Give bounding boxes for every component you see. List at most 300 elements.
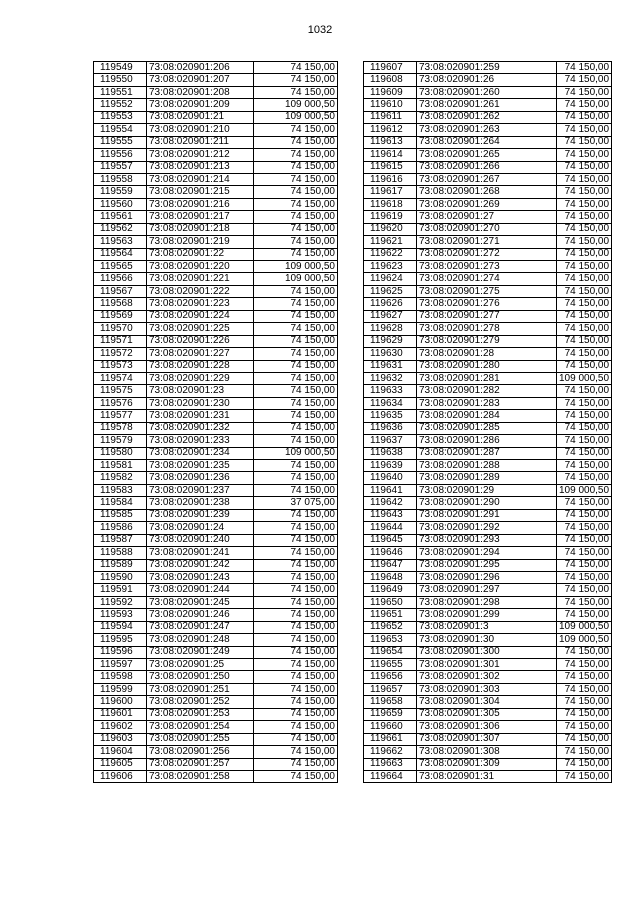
cadastral-value: 74 150,00 [557, 310, 612, 322]
cadastral-value: 74 150,00 [254, 248, 338, 260]
cadastral-value: 74 150,00 [254, 435, 338, 447]
cadastral-value: 74 150,00 [557, 596, 612, 608]
cadastral-number: 73:08:020901:282 [417, 385, 557, 397]
cadastral-number: 73:08:020901:213 [147, 161, 254, 173]
row-number: 119663 [364, 758, 417, 770]
cadastral-value: 74 150,00 [254, 236, 338, 248]
cadastral-number: 73:08:020901:241 [147, 547, 254, 559]
cadastral-value: 74 150,00 [557, 410, 612, 422]
cadastral-value: 74 150,00 [254, 86, 338, 98]
table-row [364, 596, 612, 608]
row-number: 119657 [364, 683, 417, 695]
cadastral-number: 73:08:020901:224 [147, 310, 254, 322]
cadastral-value: 74 150,00 [557, 348, 612, 360]
cadastral-value: 74 150,00 [254, 609, 338, 621]
cadastral-value: 74 150,00 [557, 646, 612, 658]
cadastral-value: 74 150,00 [254, 124, 338, 136]
cadastral-number: 73:08:020901:28 [417, 348, 557, 360]
cadastral-value: 74 150,00 [557, 124, 612, 136]
cadastral-value: 74 150,00 [254, 211, 338, 223]
cadastral-number: 73:08:020901:247 [147, 621, 254, 633]
row-number: 119565 [94, 261, 147, 273]
table-row [94, 372, 338, 384]
cadastral-value: 74 150,00 [557, 435, 612, 447]
cadastral-number: 73:08:020901:274 [417, 273, 557, 285]
cadastral-number: 73:08:020901:216 [147, 198, 254, 210]
table-row [364, 447, 612, 459]
cadastral-number: 73:08:020901:217 [147, 211, 254, 223]
cadastral-value: 74 150,00 [557, 708, 612, 720]
table-row [94, 74, 338, 86]
table-row [94, 571, 338, 583]
table-row [364, 472, 612, 484]
row-number: 119634 [364, 397, 417, 409]
row-number: 119644 [364, 522, 417, 534]
row-number: 119602 [94, 721, 147, 733]
cadastral-value: 74 150,00 [557, 534, 612, 546]
cadastral-value: 74 150,00 [557, 746, 612, 758]
cadastral-value: 74 150,00 [557, 86, 612, 98]
cadastral-number: 73:08:020901:27 [417, 211, 557, 223]
cadastral-value: 74 150,00 [254, 584, 338, 596]
row-number: 119648 [364, 571, 417, 583]
cadastral-number: 73:08:020901:270 [417, 223, 557, 235]
cadastral-number: 73:08:020901:244 [147, 584, 254, 596]
cadastral-number: 73:08:020901:301 [417, 659, 557, 671]
table-row [94, 534, 338, 546]
cadastral-value: 74 150,00 [254, 198, 338, 210]
cadastral-number: 73:08:020901:307 [417, 733, 557, 745]
cadastral-value: 109 000,50 [557, 634, 612, 646]
row-number: 119626 [364, 298, 417, 310]
cadastral-value: 74 150,00 [557, 211, 612, 223]
cadastral-value: 74 150,00 [557, 273, 612, 285]
cadastral-value: 74 150,00 [557, 161, 612, 173]
cadastral-number: 73:08:020901:229 [147, 372, 254, 384]
cadastral-number: 73:08:020901:26 [417, 74, 557, 86]
cadastral-number: 73:08:020901:306 [417, 721, 557, 733]
cadastral-number: 73:08:020901:300 [417, 646, 557, 658]
cadastral-number: 73:08:020901:289 [417, 472, 557, 484]
cadastral-number: 73:08:020901:284 [417, 410, 557, 422]
row-number: 119646 [364, 547, 417, 559]
row-number: 119554 [94, 124, 147, 136]
cadastral-number: 73:08:020901:21 [147, 111, 254, 123]
cadastral-value: 74 150,00 [254, 758, 338, 770]
table-row [364, 621, 612, 633]
cadastral-number: 73:08:020901:29 [417, 484, 557, 496]
table-row [94, 696, 338, 708]
table-row [364, 236, 612, 248]
table-row [94, 285, 338, 297]
table-row [94, 310, 338, 322]
row-number: 119627 [364, 310, 417, 322]
cadastral-value: 74 150,00 [254, 372, 338, 384]
table-row [364, 534, 612, 546]
row-number: 119556 [94, 149, 147, 161]
table-row [94, 435, 338, 447]
table-row [94, 149, 338, 161]
cadastral-value: 74 150,00 [557, 671, 612, 683]
row-number: 119576 [94, 397, 147, 409]
cadastral-number: 73:08:020901:256 [147, 746, 254, 758]
row-number: 119597 [94, 659, 147, 671]
table-row [364, 136, 612, 148]
cadastral-value: 74 150,00 [557, 173, 612, 185]
row-number: 119649 [364, 584, 417, 596]
cadastral-number: 73:08:020901:233 [147, 435, 254, 447]
row-number: 119552 [94, 99, 147, 111]
table-row [94, 621, 338, 633]
table-row [94, 422, 338, 434]
cadastral-number: 73:08:020901:251 [147, 683, 254, 695]
cadastral-number: 73:08:020901:248 [147, 634, 254, 646]
cadastral-value: 74 150,00 [254, 671, 338, 683]
table-row [94, 708, 338, 720]
cadastral-value: 74 150,00 [254, 683, 338, 695]
row-number: 119659 [364, 708, 417, 720]
row-number: 119587 [94, 534, 147, 546]
row-number: 119571 [94, 335, 147, 347]
row-number: 119577 [94, 410, 147, 422]
row-number: 119555 [94, 136, 147, 148]
cadastral-value: 74 150,00 [557, 285, 612, 297]
cadastral-value: 74 150,00 [254, 310, 338, 322]
cadastral-number: 73:08:020901:3 [417, 621, 557, 633]
table-row [94, 186, 338, 198]
table-row [94, 86, 338, 98]
cadastral-number: 73:08:020901:30 [417, 634, 557, 646]
row-number: 119610 [364, 99, 417, 111]
row-number: 119655 [364, 659, 417, 671]
row-number: 119630 [364, 348, 417, 360]
cadastral-number: 73:08:020901:259 [417, 62, 557, 74]
table-row [94, 211, 338, 223]
table-row [94, 460, 338, 472]
row-number: 119629 [364, 335, 417, 347]
cadastral-value: 74 150,00 [254, 173, 338, 185]
cadastral-number: 73:08:020901:237 [147, 484, 254, 496]
row-number: 119628 [364, 323, 417, 335]
row-number: 119593 [94, 609, 147, 621]
cadastral-number: 73:08:020901:240 [147, 534, 254, 546]
row-number: 119575 [94, 385, 147, 397]
row-number: 119661 [364, 733, 417, 745]
table-row [364, 758, 612, 770]
cadastral-number: 73:08:020901:234 [147, 447, 254, 459]
cadastral-number: 73:08:020901:220 [147, 261, 254, 273]
cadastral-number: 73:08:020901:266 [417, 161, 557, 173]
row-number: 119578 [94, 422, 147, 434]
cadastral-number: 73:08:020901:219 [147, 236, 254, 248]
cadastral-number: 73:08:020901:24 [147, 522, 254, 534]
table-row [364, 497, 612, 509]
cadastral-number: 73:08:020901:231 [147, 410, 254, 422]
row-number: 119615 [364, 161, 417, 173]
row-number: 119621 [364, 236, 417, 248]
cadastral-number: 73:08:020901:207 [147, 74, 254, 86]
table-row [94, 323, 338, 335]
cadastral-value: 109 000,50 [557, 621, 612, 633]
cadastral-value: 74 150,00 [254, 484, 338, 496]
table-row [94, 335, 338, 347]
row-number: 119611 [364, 111, 417, 123]
row-number: 119605 [94, 758, 147, 770]
table-row [364, 634, 612, 646]
cadastral-value: 74 150,00 [254, 161, 338, 173]
table-row [364, 348, 612, 360]
table-row [364, 372, 612, 384]
cadastral-value: 74 150,00 [254, 149, 338, 161]
row-number: 119650 [364, 596, 417, 608]
row-number: 119639 [364, 460, 417, 472]
table-row [94, 484, 338, 496]
cadastral-number: 73:08:020901:295 [417, 559, 557, 571]
table-row [364, 111, 612, 123]
row-number: 119625 [364, 285, 417, 297]
table-row [94, 758, 338, 770]
cadastral-number: 73:08:020901:228 [147, 360, 254, 372]
table-row [364, 410, 612, 422]
row-number: 119589 [94, 559, 147, 571]
cadastral-number: 73:08:020901:243 [147, 571, 254, 583]
cadastral-value: 74 150,00 [557, 74, 612, 86]
row-number: 119652 [364, 621, 417, 633]
row-number: 119553 [94, 111, 147, 123]
row-number: 119636 [364, 422, 417, 434]
cadastral-value: 74 150,00 [254, 136, 338, 148]
cadastral-value: 74 150,00 [557, 497, 612, 509]
table-row [94, 671, 338, 683]
table-row [94, 447, 338, 459]
cadastral-number: 73:08:020901:257 [147, 758, 254, 770]
table-row [94, 348, 338, 360]
cadastral-value: 74 150,00 [557, 236, 612, 248]
table-row [364, 435, 612, 447]
cadastral-value: 74 150,00 [254, 559, 338, 571]
cadastral-value: 109 000,50 [254, 99, 338, 111]
cadastral-value: 74 150,00 [254, 472, 338, 484]
table-row [94, 596, 338, 608]
table-row [94, 609, 338, 621]
cadastral-number: 73:08:020901:286 [417, 435, 557, 447]
cadastral-value: 74 150,00 [557, 770, 612, 782]
cadastral-number: 73:08:020901:304 [417, 696, 557, 708]
table-row [94, 99, 338, 111]
table-row [94, 683, 338, 695]
table-row [364, 547, 612, 559]
row-number: 119601 [94, 708, 147, 720]
cadastral-value: 74 150,00 [254, 335, 338, 347]
cadastral-number: 73:08:020901:309 [417, 758, 557, 770]
row-number: 119619 [364, 211, 417, 223]
cadastral-value: 74 150,00 [254, 74, 338, 86]
cadastral-value: 74 150,00 [557, 422, 612, 434]
cadastral-value: 109 000,50 [557, 484, 612, 496]
cadastral-value: 74 150,00 [254, 422, 338, 434]
row-number: 119660 [364, 721, 417, 733]
cadastral-number: 73:08:020901:271 [417, 236, 557, 248]
cadastral-number: 73:08:020901:305 [417, 708, 557, 720]
cadastral-number: 73:08:020901:294 [417, 547, 557, 559]
cadastral-number: 73:08:020901:291 [417, 509, 557, 521]
row-number: 119590 [94, 571, 147, 583]
table-row [364, 397, 612, 409]
cadastral-number: 73:08:020901:302 [417, 671, 557, 683]
cadastral-value: 74 150,00 [557, 323, 612, 335]
row-number: 119595 [94, 634, 147, 646]
cadastral-number: 73:08:020901:249 [147, 646, 254, 658]
cadastral-value: 109 000,50 [557, 372, 612, 384]
table-row [94, 111, 338, 123]
cadastral-value: 74 150,00 [557, 522, 612, 534]
cadastral-number: 73:08:020901:283 [417, 397, 557, 409]
row-number: 119572 [94, 348, 147, 360]
row-number: 119647 [364, 559, 417, 571]
table-row [364, 273, 612, 285]
cadastral-number: 73:08:020901:222 [147, 285, 254, 297]
row-number: 119596 [94, 646, 147, 658]
row-number: 119557 [94, 161, 147, 173]
table-row [94, 634, 338, 646]
row-number: 119568 [94, 298, 147, 310]
row-number: 119560 [94, 198, 147, 210]
row-number: 119613 [364, 136, 417, 148]
table-row [364, 261, 612, 273]
cadastral-value: 109 000,50 [254, 261, 338, 273]
cadastral-number: 73:08:020901:273 [417, 261, 557, 273]
cadastral-value: 74 150,00 [557, 547, 612, 559]
table-row [364, 161, 612, 173]
row-number: 119637 [364, 435, 417, 447]
cadastral-number: 73:08:020901:239 [147, 509, 254, 521]
table-row [364, 422, 612, 434]
cadastral-value: 74 150,00 [557, 559, 612, 571]
table-row [364, 360, 612, 372]
cadastral-value: 74 150,00 [557, 136, 612, 148]
row-number: 119599 [94, 683, 147, 695]
cadastral-value: 74 150,00 [254, 571, 338, 583]
row-number: 119638 [364, 447, 417, 459]
cadastral-number: 73:08:020901:209 [147, 99, 254, 111]
row-number: 119614 [364, 149, 417, 161]
cadastral-number: 73:08:020901:280 [417, 360, 557, 372]
table-row [94, 746, 338, 758]
cadastral-number: 73:08:020901:236 [147, 472, 254, 484]
row-number: 119640 [364, 472, 417, 484]
table-row [94, 584, 338, 596]
row-number: 119643 [364, 509, 417, 521]
row-number: 119617 [364, 186, 417, 198]
table-row [94, 770, 338, 782]
row-number: 119623 [364, 261, 417, 273]
cadastral-number: 73:08:020901:261 [417, 99, 557, 111]
row-number: 119656 [364, 671, 417, 683]
row-number: 119653 [364, 634, 417, 646]
row-number: 119563 [94, 236, 147, 248]
page-number: 1032 [307, 24, 333, 36]
cadastral-value: 74 150,00 [557, 721, 612, 733]
table-row [364, 671, 612, 683]
cadastral-number: 73:08:020901:235 [147, 460, 254, 472]
table-row [94, 248, 338, 260]
table-row [364, 74, 612, 86]
cadastral-number: 73:08:020901:299 [417, 609, 557, 621]
cadastral-number: 73:08:020901:296 [417, 571, 557, 583]
row-number: 119569 [94, 310, 147, 322]
row-number: 119624 [364, 273, 417, 285]
cadastral-value: 74 150,00 [557, 509, 612, 521]
row-number: 119607 [364, 62, 417, 74]
cadastral-value: 74 150,00 [254, 348, 338, 360]
table-row [94, 385, 338, 397]
cadastral-number: 73:08:020901:221 [147, 273, 254, 285]
table-row [364, 323, 612, 335]
row-number: 119549 [94, 62, 147, 74]
cadastral-value: 74 150,00 [557, 261, 612, 273]
cadastral-number: 73:08:020901:287 [417, 447, 557, 459]
cadastral-value: 74 150,00 [557, 149, 612, 161]
row-number: 119641 [364, 484, 417, 496]
table-row [364, 173, 612, 185]
cadastral-value: 74 150,00 [557, 683, 612, 695]
row-number: 119606 [94, 770, 147, 782]
cadastral-value: 74 150,00 [557, 111, 612, 123]
table-row [364, 484, 612, 496]
table-row [364, 721, 612, 733]
cadastral-number: 73:08:020901:211 [147, 136, 254, 148]
table-row [364, 211, 612, 223]
row-number: 119573 [94, 360, 147, 372]
cadastral-value: 74 150,00 [557, 198, 612, 210]
row-number: 119570 [94, 323, 147, 335]
table-row [364, 571, 612, 583]
cadastral-number: 73:08:020901:263 [417, 124, 557, 136]
table-row [94, 733, 338, 745]
cadastral-number: 73:08:020901:279 [417, 335, 557, 347]
row-number: 119651 [364, 609, 417, 621]
row-number: 119662 [364, 746, 417, 758]
row-number: 119581 [94, 460, 147, 472]
table-row [364, 460, 612, 472]
cadastral-number: 73:08:020901:292 [417, 522, 557, 534]
cadastral-value: 74 150,00 [557, 62, 612, 74]
table-row [94, 497, 338, 509]
table-row [364, 659, 612, 671]
row-number: 119664 [364, 770, 417, 782]
cadastral-value: 74 150,00 [557, 99, 612, 111]
cadastral-number: 73:08:020901:288 [417, 460, 557, 472]
cadastral-value: 74 150,00 [557, 186, 612, 198]
table-row [94, 559, 338, 571]
cadastral-number: 73:08:020901:227 [147, 348, 254, 360]
cadastral-value: 74 150,00 [557, 223, 612, 235]
table-row [94, 198, 338, 210]
row-number: 119600 [94, 696, 147, 708]
row-number: 119598 [94, 671, 147, 683]
cadastral-value: 109 000,50 [254, 273, 338, 285]
cadastral-number: 73:08:020901:276 [417, 298, 557, 310]
cadastral-value: 74 150,00 [557, 385, 612, 397]
cadastral-number: 73:08:020901:298 [417, 596, 557, 608]
cadastral-value: 74 150,00 [254, 360, 338, 372]
cadastral-value: 37 075,00 [254, 497, 338, 509]
cadastral-number: 73:08:020901:31 [417, 770, 557, 782]
row-number: 119579 [94, 435, 147, 447]
cadastral-value: 74 150,00 [557, 659, 612, 671]
table-row [94, 298, 338, 310]
table-row [364, 696, 612, 708]
